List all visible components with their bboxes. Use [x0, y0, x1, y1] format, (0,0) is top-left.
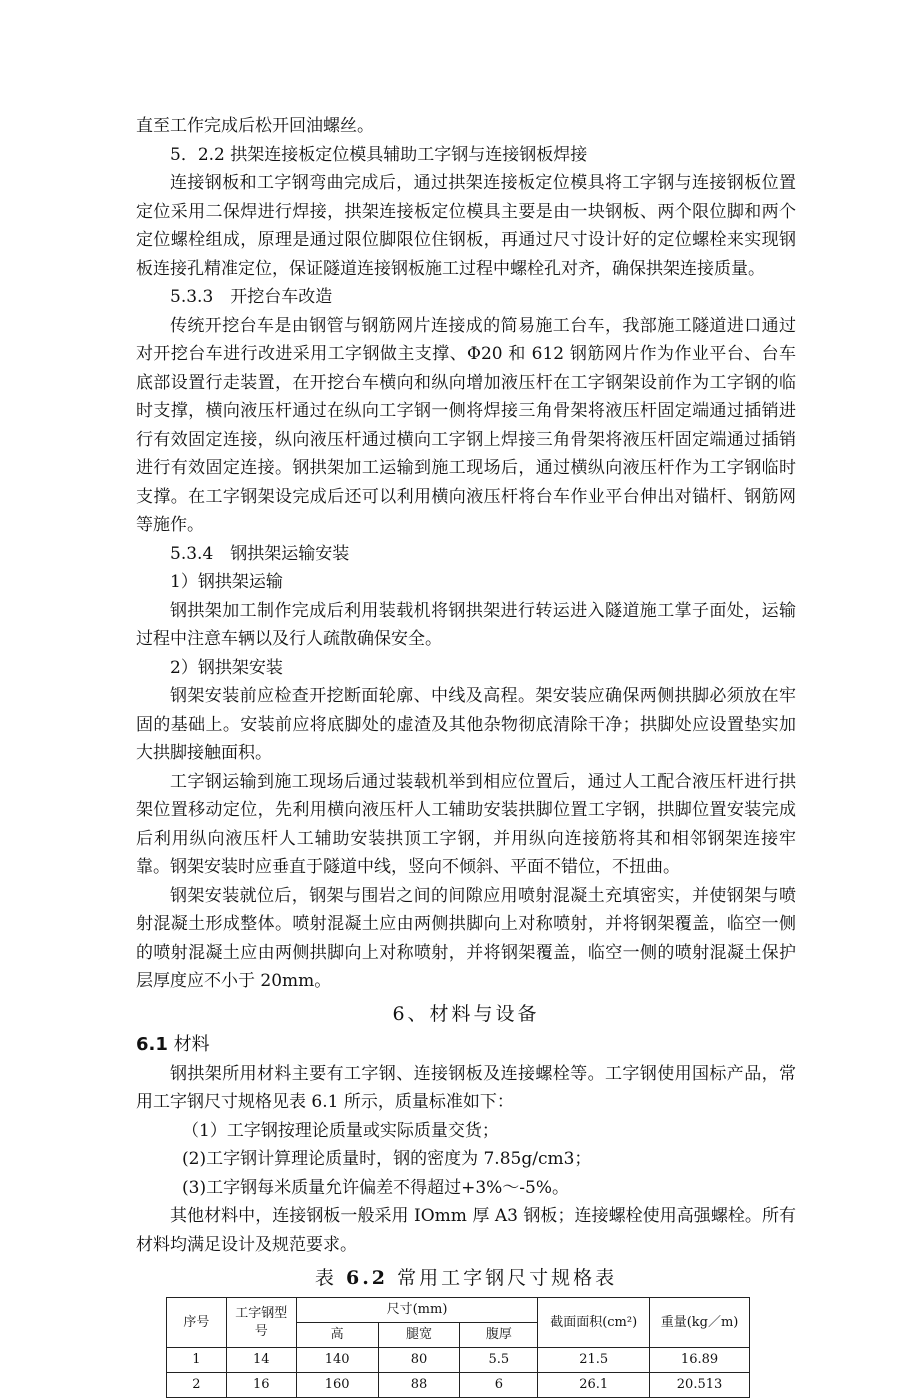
- table-header-row: [167, 1298, 750, 1323]
- paragraph-install-check: 钢架安装前应检查开挖断面轮廓、中线及高程。架安装应确保两侧拱脚必须放在牢固的基础上。安装前应将底脚处的虚渣及其他杂物彻底清除干净；拱脚处应设置垫实加大拱脚接触面积。: [136, 686, 796, 763]
- table-cell: 2: [167, 1373, 227, 1398]
- col-header-area: 截面面积(cm²): [538, 1298, 650, 1348]
- subsection-heading-5-3-4: 5.3.4 钢拱架运输安装: [170, 543, 350, 564]
- col-header-weight: 重量(kg／m): [650, 1298, 750, 1348]
- table-cell: 140: [296, 1348, 378, 1373]
- table-cell: 26.1: [538, 1373, 650, 1398]
- table-cell: 20.513: [650, 1373, 750, 1398]
- list-item-2: (2)工字钢计算理论质量时，钢的密度为 7.85g/cm3；: [182, 1149, 592, 1169]
- table-cell: 1: [167, 1348, 227, 1373]
- table-caption-number: 6.2: [345, 1267, 389, 1289]
- table-cell: 80: [378, 1348, 460, 1373]
- table-cell: 5.5: [460, 1348, 538, 1373]
- paragraph-transport: 钢拱架加工制作完成后利用装载机将钢拱架进行转运进入隧道施工掌子面处，运输过程中注意车辆以及行人疏散确保安全。: [136, 600, 796, 649]
- table-cell: 6: [460, 1373, 538, 1398]
- table-caption: [136, 1263, 796, 1293]
- col-header-model: 工字钢型号: [226, 1298, 296, 1348]
- table-cell: 21.5: [538, 1348, 650, 1373]
- table-cell: 88: [378, 1373, 460, 1398]
- paragraph-other-materials: 其他材料中，连接钢板一般采用 IOmm 厚 A3 钢板；连接螺栓使用高强螺栓。所有材料均满足设计及规范要求。: [136, 1206, 796, 1255]
- col-header-seq: 序号: [167, 1298, 227, 1348]
- table-cell: 14: [226, 1348, 296, 1373]
- paragraph-welding: 连接钢板和工字钢弯曲完成后，通过拱架连接板定位模具将工字钢与连接钢板位置定位采用二保焊进行焊接，拱架连接板定位模具主要是由一块钢板、两个限位脚和两个定位螺栓组成，原理是通过限位脚限位住钢板，再通过尺寸设计好的定位螺栓来实现钢板连接孔精准定位，保证隧道连接钢板施工过程中螺栓孔对齐，确保拱架连接质量。: [136, 173, 796, 279]
- paragraph-continuation: 直至工作完成后松开回油螺丝。: [136, 116, 374, 136]
- subsection-heading-6-1: [136, 1030, 796, 1060]
- table-cell: 160: [296, 1373, 378, 1398]
- paragraph-shotcrete: 钢架安装就位后，钢架与围岩之间的间隙应用喷射混凝土充填密实，并使钢架与喷射混凝土形成整体。喷射混凝土应由两侧拱脚向上对称喷射，并将钢架覆盖，临空一侧的喷射混凝土应由两侧拱脚向上对称喷射，并将钢架覆盖，临空一侧的喷射混凝土保护层厚度应不小于 20mm。: [136, 885, 796, 991]
- paragraph-trolley: 传统开挖台车是由钢管与钢筋网片连接成的简易施工台车，我部施工隧道进口通过对开挖台车进行改进采用工字钢做主支撑、Φ20 和 612 钢筋网片作为作业平台、台车底部设置行走装置，在开挖台车横向和纵向增加液压杆在工字钢架设前作为工字钢的临时支撑，横向液压杆通过在纵向工字钢一侧将焊接三角骨架将液压杆固定端通过插销进行有效固定连接，纵向液压杆通过横向工字钢上焊接三角骨架将液压杆固定端通过插销进行有效固定连接。钢拱架加工运输到施工现场后，通过横纵向液压杆作为工字钢临时支撑。在工字钢架设完成后还可以利用横向液压杆将台车作业平台伸出对锚杆、钢筋网等施作。: [136, 315, 796, 535]
- list-item-1: （1）工字钢按理论质量或实际质量交货；: [182, 1120, 499, 1141]
- steel-spec-table: [166, 1297, 750, 1398]
- col-header-dimensions: 尺寸(mm): [296, 1298, 538, 1323]
- document-body: [136, 112, 796, 1398]
- table-caption-prefix: 表: [314, 1267, 337, 1289]
- table-row: [167, 1373, 750, 1398]
- col-header-flange: 腿宽: [378, 1323, 460, 1348]
- subsection-heading-5-2-2: 5．2.2 拱架连接板定位模具辅助工字钢与连接钢板焊接: [170, 144, 588, 165]
- table-cell: 16: [226, 1373, 296, 1398]
- subsection-title: 材料: [173, 1033, 210, 1055]
- col-header-height: 高: [296, 1323, 378, 1348]
- table-caption-text: 常用工字钢尺寸规格表: [397, 1267, 618, 1289]
- item-heading-transport: 1）钢拱架运输: [170, 572, 283, 592]
- table-cell: 16.89: [650, 1348, 750, 1373]
- col-header-web: 腹厚: [460, 1323, 538, 1348]
- table-row: [167, 1348, 750, 1373]
- subsection-number: 6.1: [136, 1033, 168, 1055]
- subsection-heading-5-3-3: 5.3.3 开挖台车改造: [170, 287, 333, 307]
- list-item-3: (3)工字钢每米质量允许偏差不得超过+3%～-5%。: [182, 1177, 570, 1198]
- section-heading-6: 6、材料与设备: [392, 1002, 540, 1025]
- paragraph-materials: 钢拱架所用材料主要有工字钢、连接钢板及连接螺栓等。工字钢使用国标产品，常用工字钢尺寸规格见表 6.1 所示，质量标准如下：: [136, 1063, 796, 1112]
- item-heading-install: 2）钢拱架安装: [170, 657, 283, 678]
- paragraph-install-position: 工字钢运输到施工现场后通过装载机举到相应位置后，通过人工配合液压杆进行拱架位置移动定位，先利用横向液压杆人工辅助安装拱脚位置工字钢，拱脚位置安装完成后利用纵向液压杆人工辅助安装拱顶工字钢，并用纵向连接筋将其和相邻钢架连接牢靠。钢架安装时应垂直于隧道中线，竖向不倾斜、平面不错位，不扭曲。: [136, 771, 796, 877]
